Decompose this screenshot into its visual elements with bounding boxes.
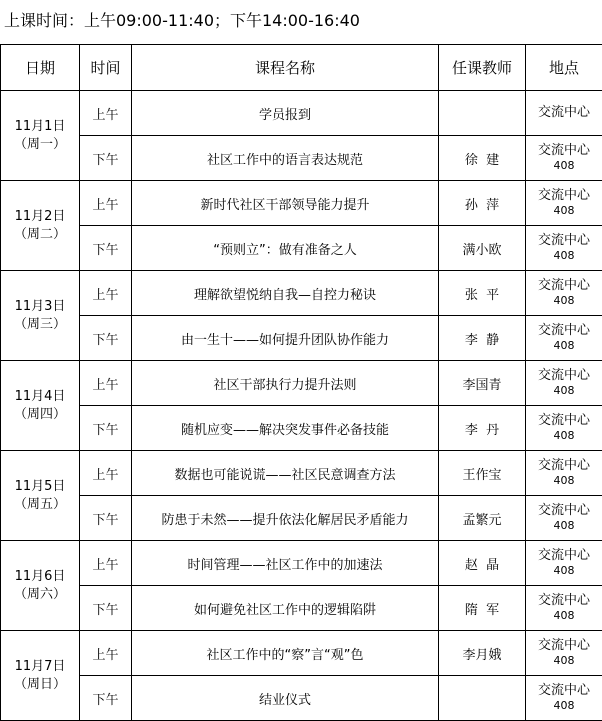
table-row <box>1 226 602 271</box>
date-cell <box>1 271 80 361</box>
course-name-cell: 社区工作中的“察”言“观”色 <box>132 631 439 676</box>
location-room: 408 <box>553 699 575 712</box>
table-row <box>1 406 602 451</box>
date-label: 11月4日 <box>14 388 66 404</box>
date-cell <box>1 451 80 541</box>
course-name-cell: 如何避免社区工作中的逻辑陷阱 <box>132 586 439 631</box>
time-cell: 下午 <box>80 586 132 631</box>
location-name: 交流中心 <box>537 278 590 293</box>
weekday-label: （周二） <box>13 226 66 242</box>
teacher-cell: 李月娥 <box>439 631 526 676</box>
teacher-cell: 孟繁元 <box>439 496 526 541</box>
table-row <box>1 541 602 586</box>
table-row <box>1 496 602 541</box>
table-row <box>1 451 602 496</box>
teacher-cell: 满小欧 <box>439 226 526 271</box>
location-name: 交流中心 <box>537 143 590 158</box>
location-name: 交流中心 <box>537 105 590 120</box>
location-room: 408 <box>553 429 575 442</box>
teacher-cell: 王作宝 <box>439 451 526 496</box>
location-name: 交流中心 <box>537 368 590 383</box>
location-room: 408 <box>553 564 575 577</box>
location-name: 交流中心 <box>537 323 590 338</box>
location-name: 交流中心 <box>537 683 590 698</box>
table-row <box>1 631 602 676</box>
date-label: 11月5日 <box>14 478 66 494</box>
course-name-cell: 时间管理——社区工作中的加速法 <box>132 541 439 586</box>
weekday-label: （周三） <box>13 316 66 332</box>
time-cell: 下午 <box>80 316 132 361</box>
weekday-label: （周一） <box>13 136 66 152</box>
location-name: 交流中心 <box>537 548 590 563</box>
teacher-cell: 李 丹 <box>439 406 526 451</box>
teacher-cell: 李国青 <box>439 361 526 406</box>
location-room: 408 <box>553 384 575 397</box>
time-cell: 上午 <box>80 271 132 316</box>
time-cell: 下午 <box>80 496 132 541</box>
course-name-cell: 学员报到 <box>132 91 439 136</box>
time-cell: 上午 <box>80 631 132 676</box>
location-cell <box>526 541 602 586</box>
location-room: 408 <box>553 249 575 262</box>
course-name-cell: 结业仪式 <box>132 676 439 721</box>
course-name-cell: “预则立”：做有准备之人 <box>132 226 439 271</box>
course-name-cell: 由一生十——如何提升团队协作能力 <box>132 316 439 361</box>
table-row <box>1 586 602 631</box>
table-row <box>1 316 602 361</box>
column-header-time: 时间 <box>80 45 132 91</box>
weekday-label: （周四） <box>13 406 66 422</box>
course-name-cell: 防患于未然——提升依法化解居民矛盾能力 <box>132 496 439 541</box>
column-header-location: 地点 <box>526 45 602 91</box>
table-row <box>1 136 602 181</box>
location-room: 408 <box>553 654 575 667</box>
location-name: 交流中心 <box>537 593 590 608</box>
time-cell: 下午 <box>80 136 132 181</box>
date-label: 11月7日 <box>14 658 66 674</box>
time-cell: 上午 <box>80 361 132 406</box>
time-cell: 下午 <box>80 676 132 721</box>
column-header-course: 课程名称 <box>132 45 439 91</box>
time-cell: 上午 <box>80 451 132 496</box>
location-name: 交流中心 <box>537 233 590 248</box>
teacher-cell: 李 静 <box>439 316 526 361</box>
location-cell <box>526 91 602 136</box>
table-row <box>1 361 602 406</box>
location-cell <box>526 316 602 361</box>
date-cell <box>1 91 80 181</box>
course-name-cell: 社区工作中的语言表达规范 <box>132 136 439 181</box>
location-cell <box>526 496 602 541</box>
date-cell <box>1 181 80 271</box>
teacher-cell: 徐 建 <box>439 136 526 181</box>
date-cell <box>1 631 80 721</box>
date-label: 11月3日 <box>14 298 66 314</box>
teacher-cell <box>439 676 526 721</box>
table-row <box>1 676 602 721</box>
table-row <box>1 91 602 136</box>
course-schedule-table <box>0 44 602 721</box>
course-name-cell: 新时代社区干部领导能力提升 <box>132 181 439 226</box>
location-cell <box>526 271 602 316</box>
location-name: 交流中心 <box>537 503 590 518</box>
location-room: 408 <box>553 339 575 352</box>
location-cell <box>526 136 602 181</box>
weekday-label: （周五） <box>13 496 66 512</box>
time-cell: 上午 <box>80 541 132 586</box>
course-name-cell: 理解欲望悦纳自我—自控力秘诀 <box>132 271 439 316</box>
course-name-cell: 社区干部执行力提升法则 <box>132 361 439 406</box>
location-cell <box>526 181 602 226</box>
table-header-row <box>1 45 602 91</box>
location-cell <box>526 406 602 451</box>
class-hours-text: 上课时间：上午09:00-11:40；下午14:00-16:40 <box>4 11 360 30</box>
location-room: 408 <box>553 609 575 622</box>
date-label: 11月2日 <box>14 208 66 224</box>
location-room: 408 <box>553 204 575 217</box>
location-room: 408 <box>553 474 575 487</box>
location-cell <box>526 451 602 496</box>
course-name-cell: 随机应变——解决突发事件必备技能 <box>132 406 439 451</box>
column-header-date: 日期 <box>1 45 80 91</box>
time-cell: 上午 <box>80 91 132 136</box>
location-name: 交流中心 <box>537 413 590 428</box>
date-cell <box>1 361 80 451</box>
teacher-cell: 隋 军 <box>439 586 526 631</box>
location-name: 交流中心 <box>537 188 590 203</box>
teacher-cell <box>439 91 526 136</box>
date-label: 11月1日 <box>14 118 66 134</box>
location-cell <box>526 631 602 676</box>
table-row <box>1 271 602 316</box>
table-body <box>1 91 602 721</box>
location-room: 408 <box>553 519 575 532</box>
location-cell <box>526 226 602 271</box>
teacher-cell: 张 平 <box>439 271 526 316</box>
location-cell <box>526 361 602 406</box>
location-name: 交流中心 <box>537 638 590 653</box>
date-cell <box>1 541 80 631</box>
weekday-label: （周六） <box>13 586 66 602</box>
table-row <box>1 181 602 226</box>
location-room: 408 <box>553 159 575 172</box>
time-cell: 上午 <box>80 181 132 226</box>
course-name-cell: 数据也可能说谎——社区民意调查方法 <box>132 451 439 496</box>
teacher-cell: 赵 晶 <box>439 541 526 586</box>
location-room: 408 <box>553 294 575 307</box>
location-cell <box>526 586 602 631</box>
time-cell: 下午 <box>80 406 132 451</box>
location-cell <box>526 676 602 721</box>
date-label: 11月6日 <box>14 568 66 584</box>
weekday-label: （周日） <box>13 676 66 692</box>
teacher-cell: 孙 萍 <box>439 181 526 226</box>
column-header-teacher: 任课教师 <box>439 45 526 91</box>
location-name: 交流中心 <box>537 458 590 473</box>
time-cell: 下午 <box>80 226 132 271</box>
